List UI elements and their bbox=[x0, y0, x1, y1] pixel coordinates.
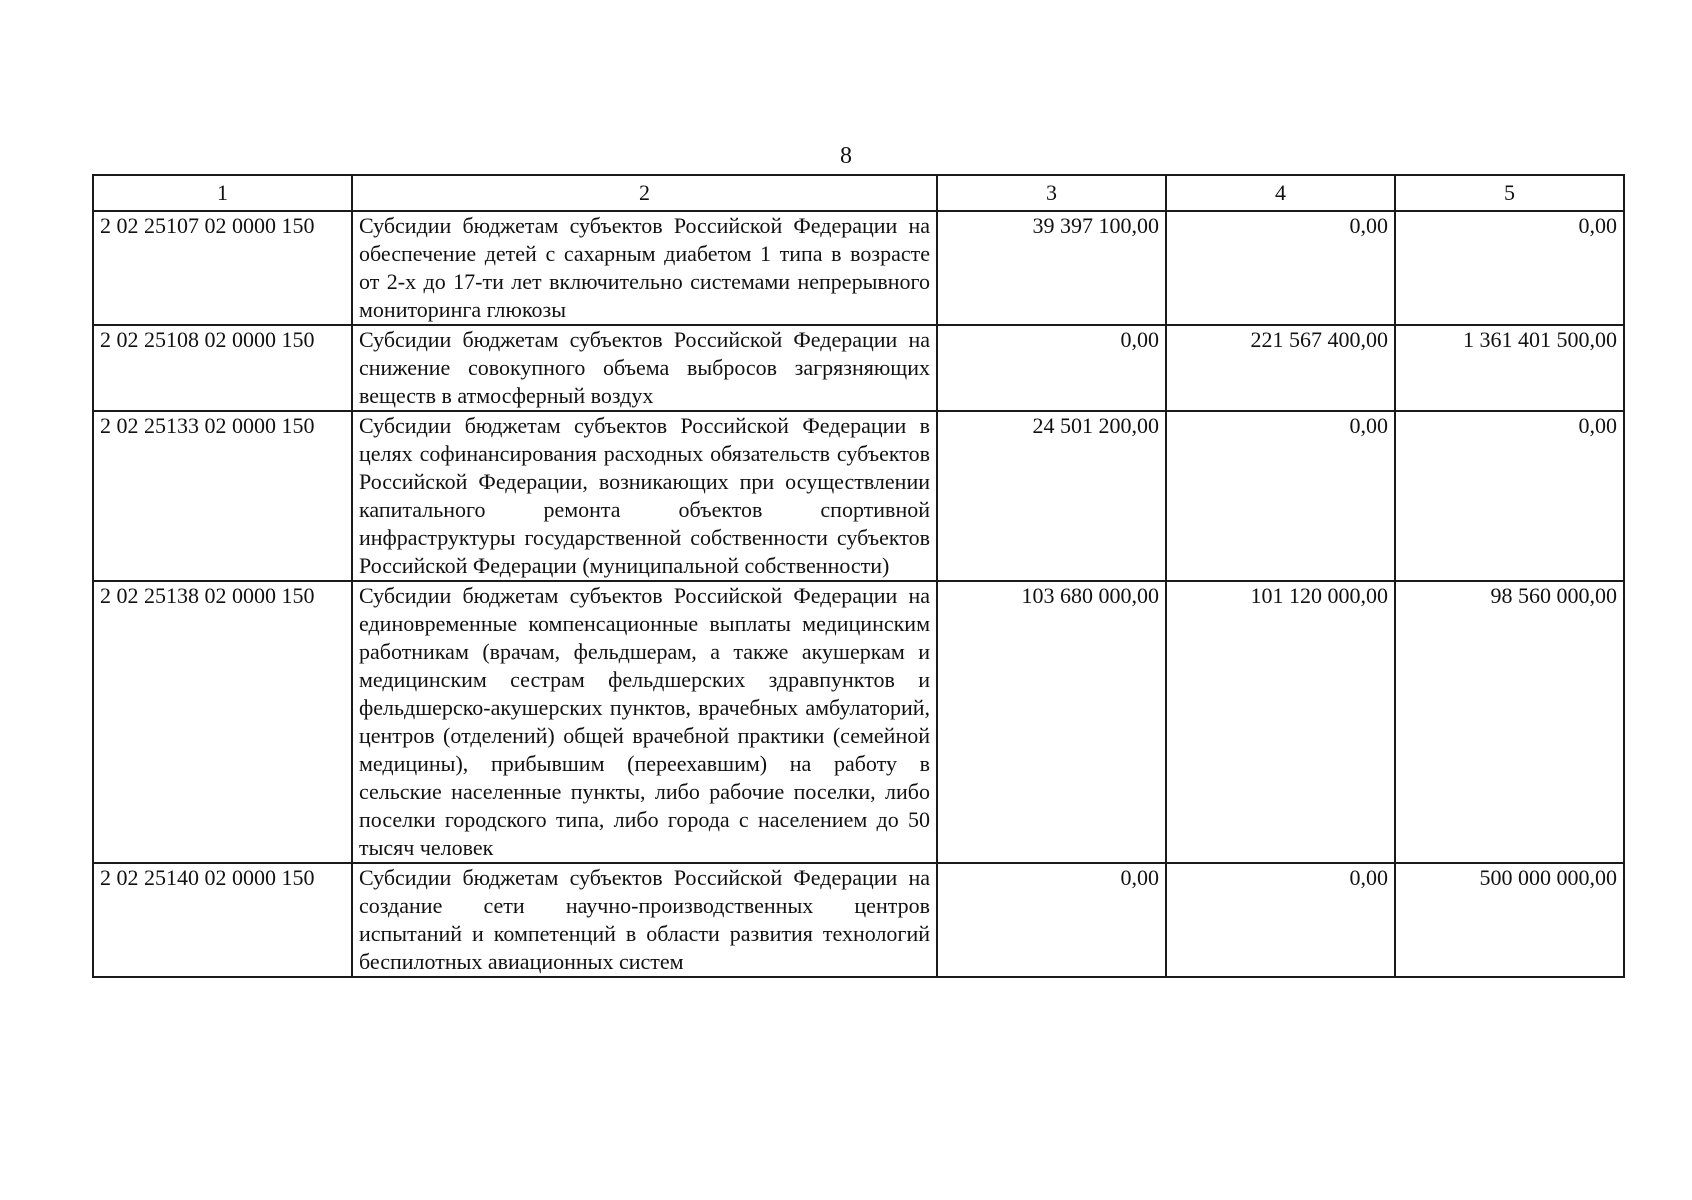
table-row bbox=[93, 863, 1624, 977]
table-row bbox=[93, 411, 1624, 581]
description-cell: Субсидии бюджетам субъектов Российской Федерации на создание сети научно-производственных центров испытаний и компетенций в области развития технологий беспилотных авиационных систем bbox=[352, 863, 937, 977]
column-header-4: 4 bbox=[1166, 175, 1395, 211]
column-header-5: 5 bbox=[1395, 175, 1624, 211]
table-header-row bbox=[93, 175, 1624, 211]
amount-col5-cell: 1 361 401 500,00 bbox=[1395, 325, 1624, 411]
amount-col3-cell: 0,00 bbox=[937, 325, 1166, 411]
column-header-1: 1 bbox=[93, 175, 352, 211]
description-cell: Субсидии бюджетам субъектов Российской Федерации на единовременные компенсационные выплаты медицинским работникам (врачам, фельдшерам, а также акушеркам и медицинским сестрам фельдшерских здравпунктов и фельдшерско-акушерских пунктов, врачебных амбулаторий, центров (отделений) общей врачебной практики (семейной медицины), прибывшим (переехавшим) на работу в сельские населенные пункты, либо рабочие поселки, либо поселки городского типа, либо города с населением до 50 тысяч человек bbox=[352, 581, 937, 863]
amount-col4-cell: 101 120 000,00 bbox=[1166, 581, 1395, 863]
column-header-2: 2 bbox=[352, 175, 937, 211]
description-cell: Субсидии бюджетам субъектов Российской Федерации на снижение совокупного объема выбросов загрязняющих веществ в атмосферный воздух bbox=[352, 325, 937, 411]
amount-col4-cell: 0,00 bbox=[1166, 211, 1395, 325]
column-header-3: 3 bbox=[937, 175, 1166, 211]
budget-code-cell: 2 02 25107 02 0000 150 bbox=[93, 211, 352, 325]
page-number: 8 bbox=[840, 143, 852, 169]
budget-code-cell: 2 02 25108 02 0000 150 bbox=[93, 325, 352, 411]
amount-col4-cell: 0,00 bbox=[1166, 411, 1395, 581]
table-row bbox=[93, 325, 1624, 411]
table-row bbox=[93, 581, 1624, 863]
budget-code-cell: 2 02 25140 02 0000 150 bbox=[93, 863, 352, 977]
description-cell: Субсидии бюджетам субъектов Российской Федерации в целях софинансирования расходных обязательств субъектов Российской Федерации, возникающих при осуществлении капитального ремонта объектов спортивной инфраструктуры государственной собственности субъектов Российской Федерации (муниципальной собственности) bbox=[352, 411, 937, 581]
amount-col5-cell: 500 000 000,00 bbox=[1395, 863, 1624, 977]
amount-col3-cell: 24 501 200,00 bbox=[937, 411, 1166, 581]
budget-code-cell: 2 02 25138 02 0000 150 bbox=[93, 581, 352, 863]
amount-col4-cell: 0,00 bbox=[1166, 863, 1395, 977]
table-row bbox=[93, 211, 1624, 325]
amount-col3-cell: 0,00 bbox=[937, 863, 1166, 977]
amount-col3-cell: 39 397 100,00 bbox=[937, 211, 1166, 325]
budget-code-cell: 2 02 25133 02 0000 150 bbox=[93, 411, 352, 581]
description-cell: Субсидии бюджетам субъектов Российской Федерации на обеспечение детей с сахарным диабетом 1 типа в возрасте от 2-х до 17-ти лет включительно системами непрерывного мониторинга глюкозы bbox=[352, 211, 937, 325]
amount-col5-cell: 98 560 000,00 bbox=[1395, 581, 1624, 863]
amount-col5-cell: 0,00 bbox=[1395, 411, 1624, 581]
budget-table bbox=[92, 174, 1625, 978]
amount-col3-cell: 103 680 000,00 bbox=[937, 581, 1166, 863]
amount-col5-cell: 0,00 bbox=[1395, 211, 1624, 325]
amount-col4-cell: 221 567 400,00 bbox=[1166, 325, 1395, 411]
